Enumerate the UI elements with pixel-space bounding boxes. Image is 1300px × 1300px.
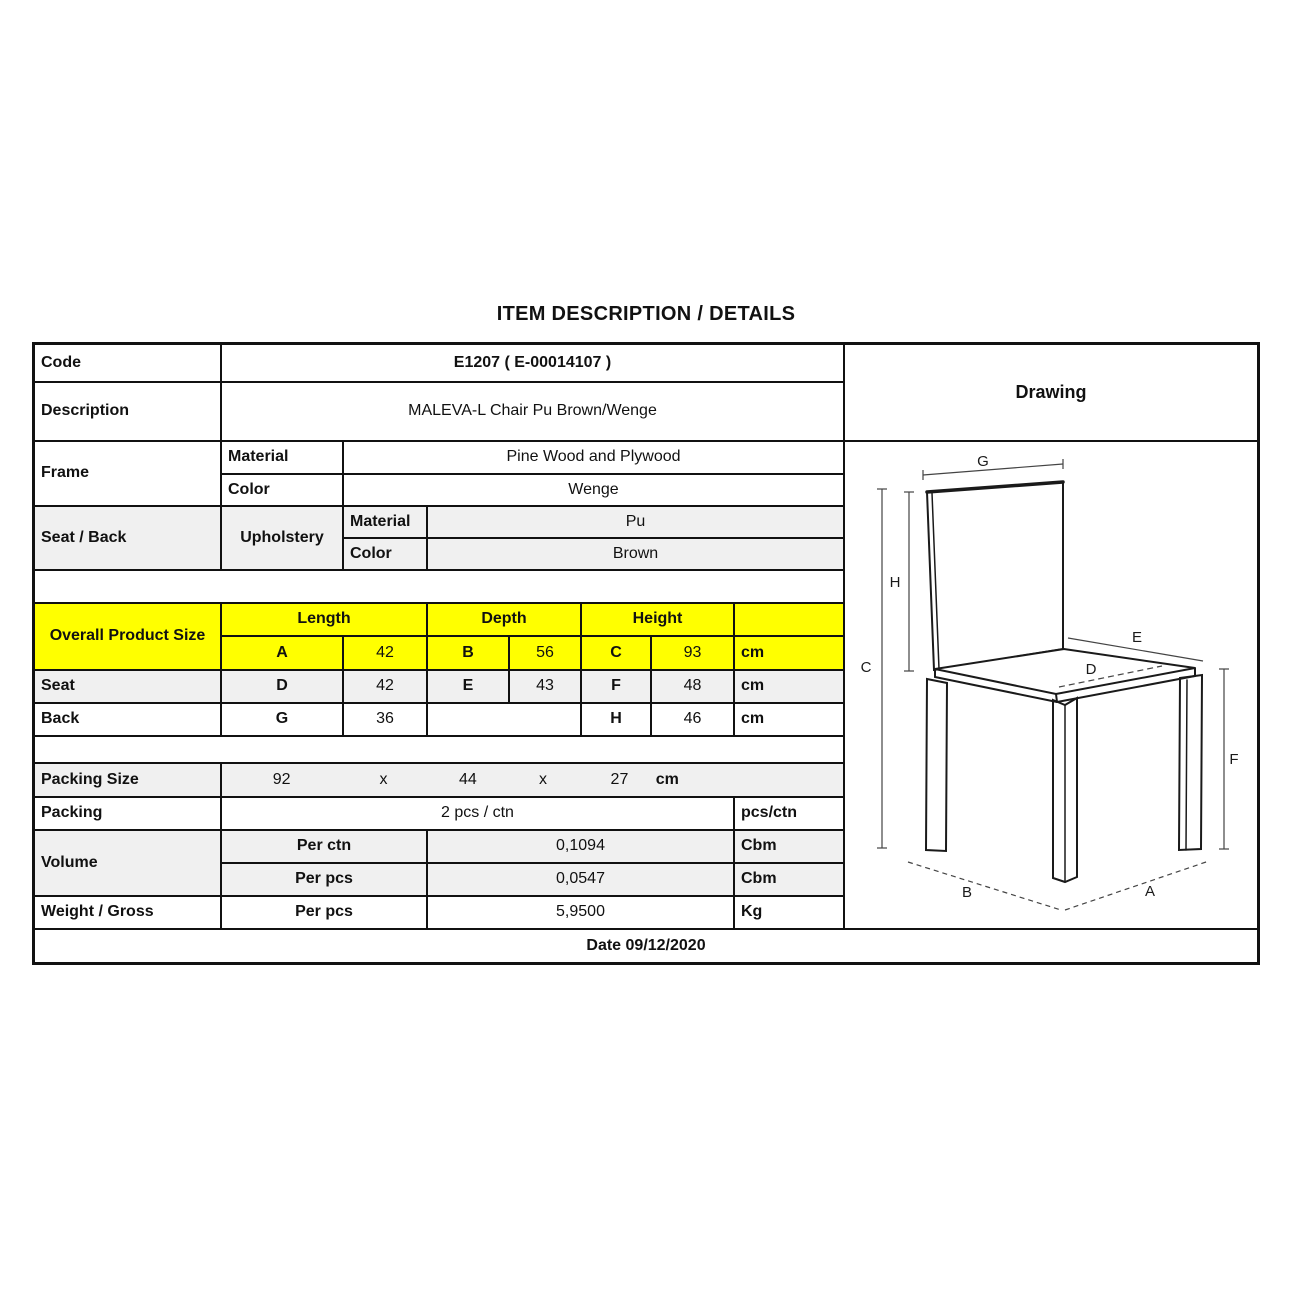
drawing-header: Drawing	[845, 345, 1257, 442]
weight-label: Weight / Gross	[35, 897, 222, 930]
packing-size-value	[222, 764, 845, 798]
date-row: Date 09/12/2020	[35, 930, 1257, 962]
dim-c-value: 93	[652, 637, 735, 671]
drawing-dim-b: B	[961, 884, 973, 901]
weight-unit: Kg	[735, 897, 845, 930]
dim-b-key: B	[428, 637, 510, 671]
volume-per-pcs-label: Per pcs	[222, 864, 428, 897]
packing-value: 2 pcs / ctn	[222, 798, 735, 831]
dim-g-value: 36	[344, 704, 428, 737]
size-header-blank	[735, 604, 845, 637]
sb-material-value: Pu	[428, 507, 845, 539]
page-title: ITEM DESCRIPTION / DETAILS	[496, 303, 796, 325]
chair-drawing	[845, 442, 1257, 929]
dim-c-key: C	[582, 637, 652, 671]
description-value: MALEVA-L Chair Pu Brown/Wenge	[222, 383, 845, 442]
drawing-dim-e: E	[1131, 629, 1143, 646]
back-depth-blank	[428, 704, 582, 737]
packing-size-v2: 44	[459, 770, 477, 788]
frame-label: Frame	[35, 442, 222, 507]
packing-size-x2: x	[539, 770, 548, 788]
packing-unit: pcs/ctn	[735, 798, 845, 831]
chair-right-leg	[1179, 675, 1202, 850]
seat-unit: cm	[735, 671, 845, 704]
packing-label: Packing	[35, 798, 222, 831]
sb-color-value: Brown	[428, 539, 845, 571]
spacer-row-2	[35, 737, 845, 764]
dim-g-key: G	[222, 704, 344, 737]
code-label: Code	[35, 345, 222, 383]
dim-f-key: F	[582, 671, 652, 704]
sb-material-label: Material	[344, 507, 428, 539]
dim-d-key: D	[222, 671, 344, 704]
frame-color-value: Wenge	[344, 475, 845, 507]
frame-material-value: Pine Wood and Plywood	[344, 442, 845, 475]
upholstery-label: Upholstery	[222, 507, 344, 571]
dim-e-key: E	[428, 671, 510, 704]
dim-d-value: 42	[344, 671, 428, 704]
chair-left-leg	[926, 679, 947, 851]
weight-per-pcs-label: Per pcs	[222, 897, 428, 930]
drawing-dim-a: A	[1144, 883, 1156, 900]
drawing-dim-h: H	[889, 574, 901, 591]
dim-h-key: H	[582, 704, 652, 737]
volume-per-pcs-unit: Cbm	[735, 864, 845, 897]
overall-size-label: Overall Product Size	[35, 604, 222, 671]
volume-per-ctn-unit: Cbm	[735, 831, 845, 864]
length-header: Length	[222, 604, 428, 637]
dim-h-value: 46	[652, 704, 735, 737]
frame-color-label: Color	[222, 475, 344, 507]
frame-material-label: Material	[222, 442, 344, 475]
description-label: Description	[35, 383, 222, 442]
seat-back-label: Seat / Back	[35, 507, 222, 571]
sb-color-label: Color	[344, 539, 428, 571]
spec-table	[32, 342, 1260, 965]
packing-size-v3: 27	[610, 770, 629, 788]
dim-e-value: 43	[510, 671, 582, 704]
code-value: E1207 ( E-00014107 )	[222, 345, 845, 383]
packing-size-x1: x	[379, 770, 388, 788]
drawing-cell	[845, 442, 1257, 930]
packing-size-label: Packing Size	[35, 764, 222, 798]
volume-label: Volume	[35, 831, 222, 897]
packing-size-v1: 92	[272, 770, 291, 788]
drawing-dim-f: F	[1229, 751, 1239, 768]
back-unit: cm	[735, 704, 845, 737]
depth-header: Depth	[428, 604, 582, 637]
volume-per-pcs-value: 0,0547	[428, 864, 735, 897]
dim-a-key: A	[222, 637, 344, 671]
volume-per-ctn-value: 0,1094	[428, 831, 735, 864]
seat-row-label: Seat	[35, 671, 222, 704]
height-header: Height	[582, 604, 735, 637]
dim-a-value: 42	[344, 637, 428, 671]
weight-value: 5,9500	[428, 897, 735, 930]
drawing-dim-c: C	[860, 659, 872, 676]
drawing-dim-g: G	[977, 453, 989, 470]
volume-per-ctn-label: Per ctn	[222, 831, 428, 864]
dim-f-value: 48	[652, 671, 735, 704]
dim-b-value: 56	[510, 637, 582, 671]
drawing-dim-d: D	[1085, 661, 1097, 678]
back-row-label: Back	[35, 704, 222, 737]
overall-unit: cm	[735, 637, 845, 671]
spacer-row-1	[35, 571, 845, 604]
packing-size-unit: cm	[655, 770, 679, 788]
